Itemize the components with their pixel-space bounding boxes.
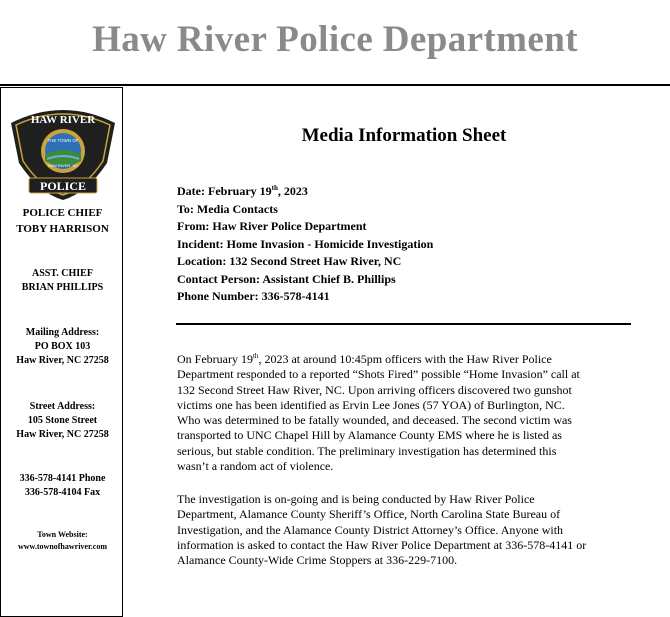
p1-line: Who was determined to be fatally wounded, and deceased. The second victim was xyxy=(177,413,572,428)
street-label: Street Address: xyxy=(29,401,96,412)
date-line xyxy=(177,183,637,201)
header-divider xyxy=(0,84,670,86)
asst-chief-name: BRIAN PHILLIPS xyxy=(21,282,104,293)
p1-line: , 2023 at around 10:45pm officers with the Haw River Police xyxy=(258,352,552,366)
seal-bottom-text: HAW RIVER, NC xyxy=(47,163,79,168)
website-url[interactable]: www.townofhawriver.com xyxy=(17,542,108,551)
p1-line: wasn’t a random act of violence. xyxy=(177,459,334,474)
location-line: Location: 132 Second Street Haw River, NC xyxy=(177,254,402,268)
sheet-title: Media Information Sheet xyxy=(301,125,507,146)
website-block xyxy=(1,529,124,553)
police-chief-block xyxy=(1,205,124,237)
p2-line: The investigation is on-going and is being conducted by Haw River Police xyxy=(177,492,535,506)
mailing-line1: PO BOX 103 xyxy=(34,341,91,352)
sidebar xyxy=(0,87,123,617)
street-line1: 105 Stone Street xyxy=(27,415,98,426)
police-badge-logo xyxy=(7,101,119,201)
p1-line: victims one has been identified as Ervin Lee Jones (57 YOA) of Burlington, NC. xyxy=(177,397,565,412)
asst-chief-title: ASST. CHIEF xyxy=(32,268,93,279)
phone-line: Phone Number: 336-578-4141 xyxy=(177,289,330,303)
p1-lead: On February 19 xyxy=(177,352,253,366)
to-line: To: Media Contacts xyxy=(177,201,278,216)
street-address-block xyxy=(1,400,124,442)
incident-line: Incident: Home Invasion - Homicide Investigation xyxy=(177,236,434,251)
p1-line: 132 Second Street Haw River, NC. Upon arriving officers discovered two gunshot xyxy=(177,382,572,397)
mailing-line2: Haw River, NC 27258 xyxy=(16,355,109,366)
date-year: , 2023 xyxy=(277,184,308,198)
seal-top-text: THE TOWN OF xyxy=(47,138,79,143)
p2-line: Department, Alamance County Sheriff’s Office, North Carolina State Bureau of xyxy=(177,507,561,522)
chief-title: POLICE CHIEF xyxy=(22,207,103,219)
p2-line: information is asked to contact the Haw River Police Department at 336-578-4141 or xyxy=(177,537,587,552)
memo-header xyxy=(177,183,637,306)
contact-line: Contact Person: Assistant Chief B. Phillips xyxy=(177,271,396,286)
incident-paragraph xyxy=(177,352,647,474)
department-title: Haw River Police Department xyxy=(92,19,578,60)
from-line: From: Haw River Police Department xyxy=(177,219,367,233)
p2-line: Alamance County-Wide Crime Stoppers at 336-229-7100. xyxy=(177,553,458,568)
sidebar-fax: 336-578-4104 Fax xyxy=(24,487,101,498)
p1-line: serious, but stable condition. The preliminary investigation has determined this xyxy=(177,443,557,458)
date-month: February 19 xyxy=(207,184,272,198)
mailing-label: Mailing Address: xyxy=(25,327,100,338)
street-line2: Haw River, NC 27258 xyxy=(16,429,109,440)
sidebar-phone: 336-578-4141 Phone xyxy=(19,473,106,484)
chief-name: TOBY HARRISON xyxy=(16,223,109,235)
mailing-address-block xyxy=(1,326,124,368)
badge-bottom-text: POLICE xyxy=(39,179,87,193)
phone-fax-block xyxy=(1,472,124,500)
date-suffix: th xyxy=(271,184,278,192)
date-label: Date: xyxy=(177,184,205,198)
p2-line: Investigation, and the Alamance County District Attorney’s Office. Anyone with xyxy=(177,522,564,537)
p1-line: Department responded to a reported “Shots Fired” possible “Home Invasion” call at xyxy=(177,367,580,382)
badge-top-text: HAW RIVER xyxy=(30,114,96,126)
asst-chief-block xyxy=(1,267,124,295)
website-label: Town Website: xyxy=(37,530,88,539)
p1-line: transported to UNC Chapel Hill by Alamance County EMS where he is listed as xyxy=(177,428,562,443)
section-divider xyxy=(176,323,631,325)
investigation-paragraph xyxy=(177,492,647,568)
p1-suffix: th xyxy=(252,352,259,360)
